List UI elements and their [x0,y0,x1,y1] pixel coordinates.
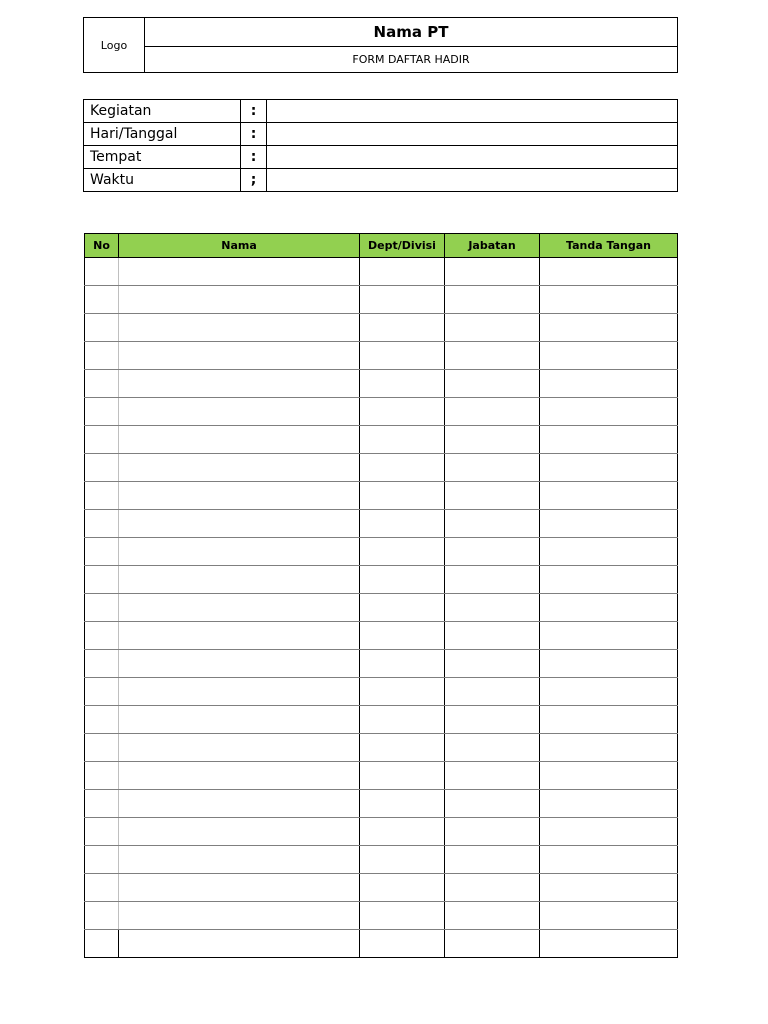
cell-dept-divisi[interactable] [360,846,445,874]
column-header-jabatan: Jabatan [445,234,540,258]
cell-nama[interactable] [119,902,360,930]
attendance-row [85,510,678,538]
cell-jabatan[interactable] [445,650,540,678]
column-header-dept-divisi: Dept/Divisi [360,234,445,258]
cell-tanda-tangan[interactable] [540,258,678,286]
cell-jabatan[interactable] [445,258,540,286]
cell-no[interactable] [85,650,119,678]
attendance-row [85,818,678,846]
cell-jabatan[interactable] [445,678,540,706]
attendance-row [85,538,678,566]
cell-jabatan[interactable] [445,538,540,566]
cell-jabatan[interactable] [445,622,540,650]
cell-nama[interactable] [119,650,360,678]
info-value-field[interactable] [267,169,678,192]
column-header-no: No [85,234,119,258]
cell-jabatan[interactable] [445,846,540,874]
cell-no[interactable] [85,594,119,622]
cell-nama[interactable] [119,846,360,874]
cell-no[interactable] [85,426,119,454]
cell-tanda-tangan[interactable] [540,398,678,426]
attendance-row [85,286,678,314]
cell-jabatan[interactable] [445,342,540,370]
cell-tanda-tangan[interactable] [540,874,678,902]
attendance-row [85,370,678,398]
info-separator: : [241,100,267,123]
cell-dept-divisi[interactable] [360,370,445,398]
cell-no[interactable] [85,790,119,818]
cell-jabatan[interactable] [445,482,540,510]
cell-tanda-tangan[interactable] [540,314,678,342]
cell-nama[interactable] [119,790,360,818]
attendance-row [85,762,678,790]
attendance-row [85,566,678,594]
cell-jabatan[interactable] [445,566,540,594]
cell-jabatan[interactable] [445,454,540,482]
attendance-row [85,342,678,370]
attendance-row [85,678,678,706]
company-name: Nama PT [145,18,677,47]
cell-dept-divisi[interactable] [360,874,445,902]
cell-dept-divisi[interactable] [360,818,445,846]
cell-jabatan[interactable] [445,370,540,398]
title-column [145,18,677,72]
cell-no[interactable] [85,734,119,762]
cell-jabatan[interactable] [445,706,540,734]
cell-nama[interactable] [119,482,360,510]
cell-dept-divisi[interactable] [360,706,445,734]
cell-jabatan[interactable] [445,510,540,538]
info-label: Hari/Tanggal [84,123,241,146]
info-value-field[interactable] [267,123,678,146]
cell-jabatan[interactable] [445,398,540,426]
cell-no[interactable] [85,370,119,398]
cell-tanda-tangan[interactable] [540,706,678,734]
cell-tanda-tangan[interactable] [540,370,678,398]
cell-tanda-tangan[interactable] [540,426,678,454]
cell-tanda-tangan[interactable] [540,538,678,566]
cell-nama[interactable] [119,370,360,398]
cell-dept-divisi[interactable] [360,454,445,482]
attendance-row [85,930,678,958]
logo-label: Logo [100,38,128,52]
info-label: Tempat [84,146,241,169]
cell-nama[interactable] [119,622,360,650]
cell-nama[interactable] [119,734,360,762]
cell-tanda-tangan[interactable] [540,286,678,314]
form-title: FORM DAFTAR HADIR [352,53,470,66]
attendance-row [85,258,678,286]
cell-nama[interactable] [119,762,360,790]
attendance-row [85,398,678,426]
cell-no[interactable] [85,622,119,650]
cell-dept-divisi[interactable] [360,650,445,678]
cell-no[interactable] [85,902,119,930]
cell-dept-divisi[interactable] [360,790,445,818]
cell-jabatan[interactable] [445,762,540,790]
cell-dept-divisi[interactable] [360,594,445,622]
info-label: Waktu [84,169,241,192]
cell-nama[interactable] [119,510,360,538]
attendance-row [85,622,678,650]
attendance-row [85,594,678,622]
info-row-waktu [84,169,678,192]
cell-no[interactable] [85,706,119,734]
attendance-row [85,706,678,734]
cell-tanda-tangan[interactable] [540,482,678,510]
cell-jabatan[interactable] [445,874,540,902]
cell-nama[interactable] [119,538,360,566]
cell-tanda-tangan[interactable] [540,818,678,846]
cell-jabatan[interactable] [445,426,540,454]
attendance-row [85,650,678,678]
info-value-field[interactable] [267,146,678,169]
cell-dept-divisi[interactable] [360,510,445,538]
cell-jabatan[interactable] [445,818,540,846]
cell-dept-divisi[interactable] [360,258,445,286]
cell-no[interactable] [85,454,119,482]
attendance-row [85,482,678,510]
attendance-row [85,314,678,342]
cell-dept-divisi[interactable] [360,762,445,790]
cell-jabatan[interactable] [445,790,540,818]
cell-nama[interactable] [119,874,360,902]
cell-dept-divisi[interactable] [360,398,445,426]
cell-tanda-tangan[interactable] [540,594,678,622]
cell-nama[interactable] [119,818,360,846]
cell-jabatan[interactable] [445,314,540,342]
cell-nama[interactable] [119,566,360,594]
cell-no[interactable] [85,258,119,286]
cell-nama[interactable] [119,454,360,482]
cell-tanda-tangan[interactable] [540,454,678,482]
cell-tanda-tangan[interactable] [540,902,678,930]
logo-placeholder [84,18,145,72]
cell-tanda-tangan[interactable] [540,930,678,958]
cell-no[interactable] [85,678,119,706]
cell-tanda-tangan[interactable] [540,678,678,706]
info-separator: : [241,146,267,169]
cell-dept-divisi[interactable] [360,314,445,342]
cell-jabatan[interactable] [445,734,540,762]
cell-dept-divisi[interactable] [360,482,445,510]
cell-nama[interactable] [119,426,360,454]
info-row-hari-tanggal [84,123,678,146]
attendance-row [85,426,678,454]
attendance-row [85,846,678,874]
attendance-body [85,258,678,958]
cell-nama[interactable] [119,314,360,342]
cell-nama[interactable] [119,258,360,286]
cell-no[interactable] [85,818,119,846]
cell-dept-divisi[interactable] [360,566,445,594]
info-separator: ; [241,169,267,192]
cell-jabatan[interactable] [445,286,540,314]
cell-nama[interactable] [119,594,360,622]
cell-nama[interactable] [119,398,360,426]
cell-no[interactable] [85,314,119,342]
attendance-row [85,874,678,902]
cell-no[interactable] [85,874,119,902]
event-info-table [83,99,678,192]
cell-tanda-tangan[interactable] [540,762,678,790]
cell-no[interactable] [85,930,119,958]
info-row-tempat [84,146,678,169]
cell-tanda-tangan[interactable] [540,650,678,678]
cell-dept-divisi[interactable] [360,342,445,370]
cell-dept-divisi[interactable] [360,286,445,314]
cell-dept-divisi[interactable] [360,930,445,958]
cell-dept-divisi[interactable] [360,902,445,930]
cell-nama[interactable] [119,286,360,314]
cell-dept-divisi[interactable] [360,622,445,650]
cell-nama[interactable] [119,342,360,370]
attendance-row [85,734,678,762]
cell-tanda-tangan[interactable] [540,342,678,370]
cell-no[interactable] [85,342,119,370]
info-value-field[interactable] [267,100,678,123]
cell-tanda-tangan[interactable] [540,566,678,594]
cell-dept-divisi[interactable] [360,538,445,566]
cell-no[interactable] [85,762,119,790]
document-header [83,17,678,73]
cell-tanda-tangan[interactable] [540,622,678,650]
attendance-table [84,233,678,958]
cell-jabatan[interactable] [445,594,540,622]
cell-no[interactable] [85,286,119,314]
attendance-row [85,454,678,482]
cell-no[interactable] [85,510,119,538]
cell-tanda-tangan[interactable] [540,846,678,874]
cell-dept-divisi[interactable] [360,734,445,762]
cell-nama[interactable] [119,706,360,734]
cell-nama[interactable] [119,678,360,706]
column-header-nama: Nama [119,234,360,258]
cell-nama[interactable] [119,930,360,958]
column-header-tanda-tangan: Tanda Tangan [540,234,678,258]
cell-tanda-tangan[interactable] [540,734,678,762]
attendance-row [85,790,678,818]
info-separator: : [241,123,267,146]
cell-no[interactable] [85,566,119,594]
cell-dept-divisi[interactable] [360,426,445,454]
cell-tanda-tangan[interactable] [540,510,678,538]
cell-jabatan[interactable] [445,930,540,958]
info-row-kegiatan [84,100,678,123]
cell-no[interactable] [85,846,119,874]
cell-jabatan[interactable] [445,902,540,930]
info-label: Kegiatan [84,100,241,123]
cell-no[interactable] [85,398,119,426]
cell-no[interactable] [85,538,119,566]
cell-dept-divisi[interactable] [360,678,445,706]
cell-tanda-tangan[interactable] [540,790,678,818]
attendance-header-row [85,234,678,258]
cell-no[interactable] [85,482,119,510]
attendance-row [85,902,678,930]
